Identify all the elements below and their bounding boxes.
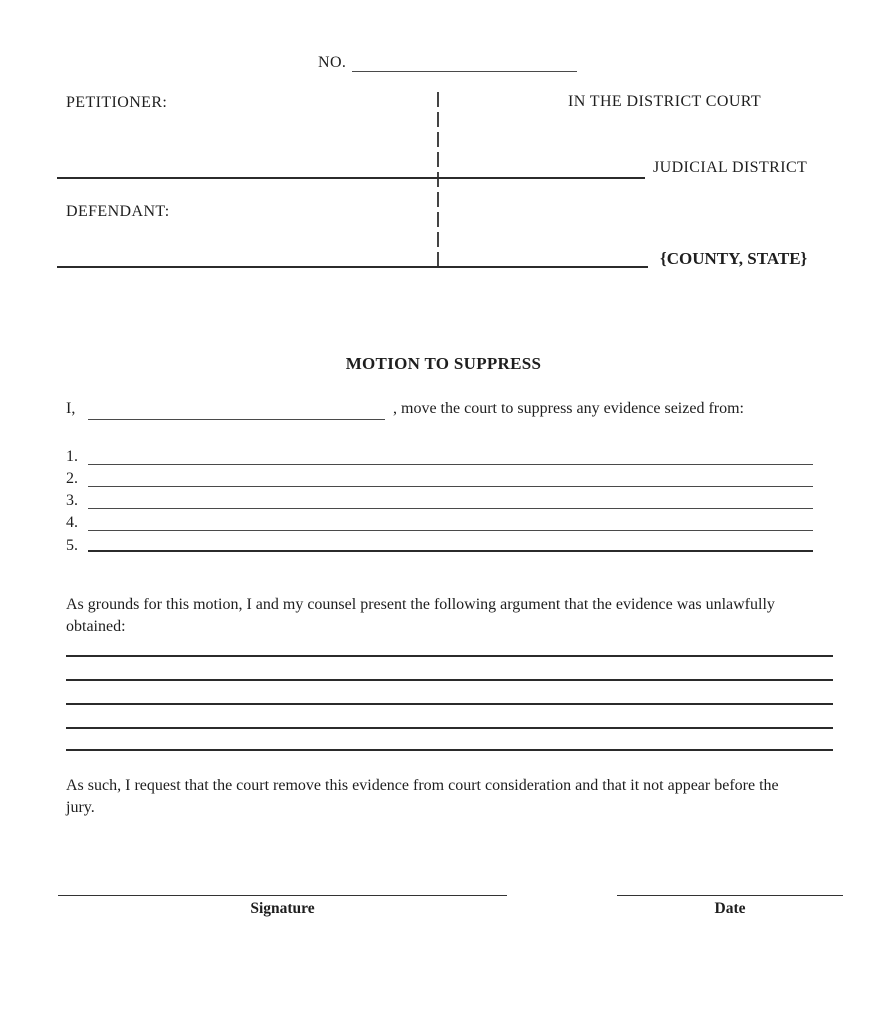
county-state-placeholder: {COUNTY, STATE}: [660, 249, 808, 268]
court-name-label: IN THE DISTRICT COURT: [568, 93, 762, 110]
declarant-name-field[interactable]: [88, 419, 385, 420]
defendant-label: DEFENDANT:: [66, 203, 170, 220]
signature-label: Signature: [250, 900, 315, 917]
argument-field-5[interactable]: [66, 749, 833, 751]
signature-field[interactable]: [58, 895, 507, 896]
opening-prefix: I,: [66, 400, 76, 417]
evidence-item-field-3[interactable]: [88, 508, 813, 509]
judicial-district-label: JUDICIAL DISTRICT: [653, 159, 808, 176]
argument-field-4[interactable]: [66, 727, 833, 729]
petitioner-name-field[interactable]: [57, 177, 645, 179]
caption-vertical-divider: [436, 92, 440, 274]
evidence-item-number: 1.: [66, 448, 78, 465]
evidence-item-field-4[interactable]: [88, 530, 813, 531]
defendant-name-field[interactable]: [57, 266, 648, 268]
case-number-label: NO.: [318, 54, 347, 71]
date-field[interactable]: [617, 895, 843, 896]
opening-suffix: , move the court to suppress any evidence seized from:: [393, 400, 744, 417]
argument-field-1[interactable]: [66, 655, 833, 657]
evidence-item-number: 3.: [66, 492, 78, 509]
document-title: MOTION TO SUPPRESS: [345, 354, 542, 373]
evidence-item-number: 5.: [66, 537, 78, 554]
evidence-item-field-5[interactable]: [88, 550, 813, 552]
evidence-item-field-1[interactable]: [88, 464, 813, 465]
date-label: Date: [714, 900, 746, 917]
evidence-item-field-2[interactable]: [88, 486, 813, 487]
argument-field-2[interactable]: [66, 679, 833, 681]
grounds-paragraph: As grounds for this motion, I and my counsel present the following argument that the evidence was unlawfully obtained:: [66, 596, 775, 635]
case-number-field[interactable]: [352, 71, 577, 72]
argument-field-3[interactable]: [66, 703, 833, 705]
evidence-item-number: 4.: [66, 514, 78, 531]
evidence-item-number: 2.: [66, 470, 78, 487]
petitioner-label: PETITIONER:: [66, 94, 168, 111]
closing-paragraph: As such, I request that the court remove this evidence from court consideration and that it not appear before the jury.: [66, 777, 779, 816]
